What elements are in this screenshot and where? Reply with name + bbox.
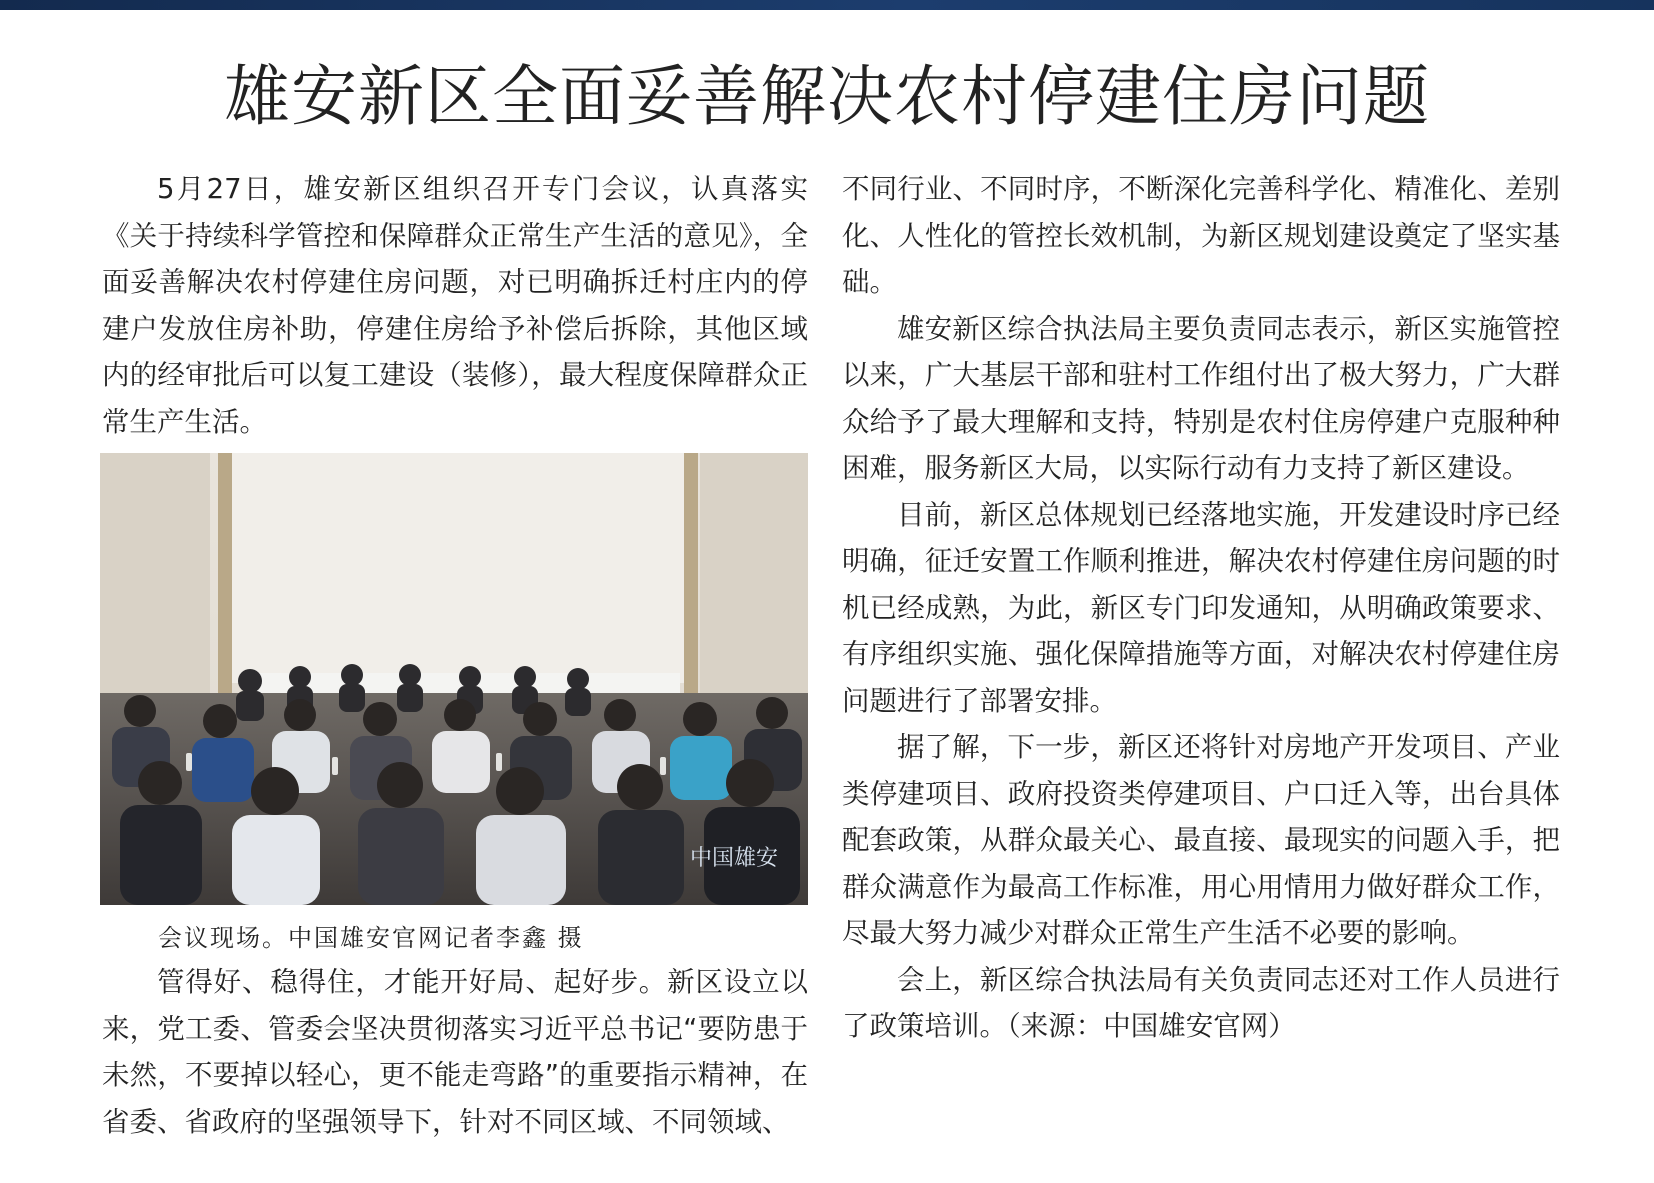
paragraph-6: 会上，新区综合执法局有关负责同志还对工作人员进行了政策培训。（来源：中国雄安官网） [842,963,1560,1042]
meeting-photo [100,453,808,905]
paragraph-2-end: 不同行业、不同时序，不断深化完善科学化、精准化、差别化、人性化的管控长效机制，为新区规划建设奠定了坚实基础。 [842,173,1560,298]
paragraph-4: 目前，新区总体规划已经落地实施，开发建设时序已经明确，征迁安置工作顺利推进，解决农村停建住房问题的时机已经成熟，为此，新区专门印发通知，从明确政策要求、有序组织实施、强化保障措施等方面，对解决农村停建住房问题进行了部署安排。 [842,498,1560,717]
top-accent-bar [0,0,1654,10]
photo-watermark: 中国雄安 [690,846,779,871]
article-column-right [842,166,1560,1050]
paragraph-1: 5月27日，雄安新区组织召开专门会议，认真落实《关于持续科学管控和保障群众正常生产生活的意见》，全面妥善解决农村停建住房问题，对已明确拆迁村庄内的停建户发放住房补助，停建住房给予补偿后拆除，其他区域内的经审批后可以复工建设（装修），最大程度保障群众正常生产生活。 [102,173,808,438]
paragraph-3: 雄安新区综合执法局主要负责同志表示，新区实施管控以来，广大基层干部和驻村工作组付出了极大努力，广大群众给予了最大理解和支持，特别是农村住房停建户克服种种困难，服务新区大局，以实际行动有力支持了新区建设。 [842,312,1560,484]
article-title: 雄安新区全面妥善解决农村停建住房问题 [224,58,1430,135]
photo-caption: 会议现场。中国雄安官网记者李鑫 摄 [158,924,584,952]
paragraph-5: 据了解，下一步，新区还将针对房地产开发项目、产业类停建项目、政府投资类停建项目、户口迁入等，出台具体配套政策，从群众最关心、最直接、最现实的问题入手，把群众满意作为最高工作标准，用心用情用力做好群众工作，尽最大努力减少对群众正常生产生活不必要的影响。 [842,731,1560,949]
article-column-left [102,166,808,1145]
paragraph-2-start: 管得好、稳得住，才能开好局、起好步。新区设立以来，党工委、管委会坚决贯彻落实习近平总书记“要防患于未然，不要掉以轻心，更不能走弯路”的重要指示精神，在省委、省政府的坚强领导下，针对不同区域、不同领域、 [102,966,808,1138]
